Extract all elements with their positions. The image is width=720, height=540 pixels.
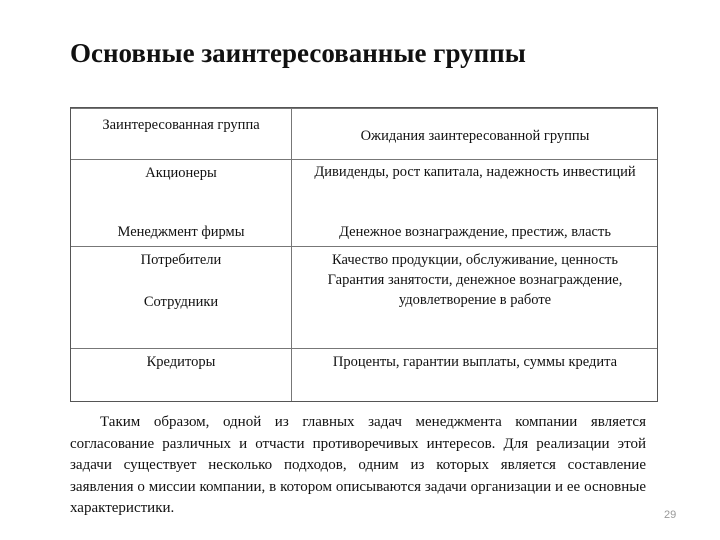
header-group: Заинтересованная группа [102,117,260,133]
group-consumers: Потребители [140,252,222,268]
table-row [71,348,657,401]
expectations-consumers: Качество продукции, обслуживание, ценность [331,252,618,268]
group-creditors: Кредиторы [146,354,216,370]
table-header-row [71,108,657,159]
expectations-creditors-text: Проценты, гарантии выплаты, суммы кредита [332,354,618,370]
slide-title: Основные заинтересованные группы [70,38,526,68]
stakeholder-table [70,107,658,402]
expectations-employees: Гарантия занятости, денежное вознаграждение, удовлетворение в работе [327,272,623,308]
group-shareholders: Акционеры [145,165,217,181]
group-management: Менеджмент фирмы [117,224,245,240]
body-paragraph [70,412,646,520]
table-cell-expectations [291,247,659,348]
table-cell-group [71,247,291,348]
table-row [71,159,657,246]
group-employees: Сотрудники [143,294,219,310]
expectations-management: Денежное вознаграждение, престиж, власть [339,224,611,240]
expectations-shareholders: Дивиденды, рост капитала, надежность инвестиций [314,164,636,180]
table-row [71,246,657,348]
header-expectations: Ожидания заинтересованной группы [360,128,590,144]
table-cell-group [71,160,291,246]
page-number: 29 [664,509,677,521]
paragraph-text: Таким образом, одной из главных задач менеджмента компании является согласование различных и отчасти противоречивых интересов. Для реализации этой задачи существует несколько подходов, одним из которых является составление заявления о миссии компании, в котором описываются задачи организации и ее основные характеристики. [70,414,646,516]
table-cell-expectations [291,160,659,246]
expectations-creditors [291,349,659,401]
